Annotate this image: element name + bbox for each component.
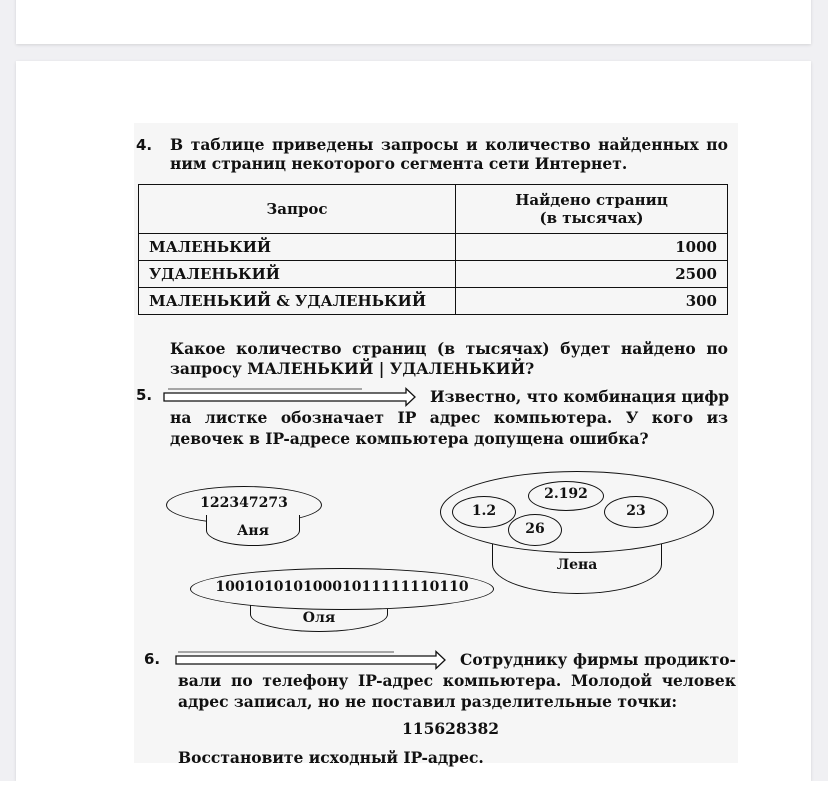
task6-number: 6. [144,650,161,668]
col-found-header-line2: (в тысячах) [539,209,644,227]
task4-text-line1: В таблице приведены запросы и количество найденных по [170,135,728,154]
document-card [16,61,811,781]
task4-question-line1: Какое количество страниц (в тысячах) будет найдено по [170,339,728,358]
col-found-header [456,185,728,234]
lena-part: 23 [626,503,646,519]
task6-address: 115628382 [402,719,500,738]
anya-name: Аня [237,523,269,539]
anya-address: 122347273 [200,495,288,511]
table-row [139,234,728,261]
row-value: 2500 [456,261,728,288]
olya-address: 10010101010001011111110110 [215,579,469,595]
row-value: 1000 [456,234,728,261]
task6-text-line3: адрес записал, но не поставил разделительные точки: [178,692,678,711]
task5-text-line3: девочек в IP-адресе компьютера допущена ошибка? [170,429,649,448]
task5-text-line1: Известно, что комбинация цифр [430,387,730,406]
task5-text-line2: на листке обозначает IP адрес компьютера. У кого из [170,408,728,427]
query-table [138,184,728,315]
lena-part: 1.2 [471,503,497,519]
lena-part: 26 [525,521,545,537]
col-found-header-line1: Найдено страниц [515,191,668,209]
task6-text-line2: вали по телефону IP-адрес компьютера. Молодой человек [178,671,736,690]
table-row [139,261,728,288]
bottom-bar [0,781,828,794]
textbook-page-image [134,123,738,767]
olya-name: Оля [302,610,336,626]
task4-number: 4. [136,136,153,154]
row-query: МАЛЕНЬКИЙ & УДАЛЕНЬКИЙ [139,288,456,315]
col-query-header: Запрос [139,185,456,234]
previous-card [16,0,811,44]
row-query: УДАЛЕНЬКИЙ [139,261,456,288]
task5-number: 5. [136,386,153,404]
row-value: 300 [456,288,728,315]
lena-part: 2.192 [544,486,588,502]
task6-text-line1: Сотруднику фирмы продикто- [460,650,736,669]
task4-text-line2: ним страниц некоторого сегмента сети Интернет. [170,154,628,173]
redaction-arrow-icon [174,650,448,670]
table-header-row [139,185,728,234]
lena-name: Лена [556,557,598,573]
redaction-arrow-icon [162,387,418,407]
table-row [139,288,728,315]
task6-restore: Восстановите исходный IP-адрес. [178,748,484,767]
row-query: МАЛЕНЬКИЙ [139,234,456,261]
task4-question-line2: запросу МАЛЕНЬКИЙ | УДАЛЕНЬКИЙ? [170,359,535,378]
